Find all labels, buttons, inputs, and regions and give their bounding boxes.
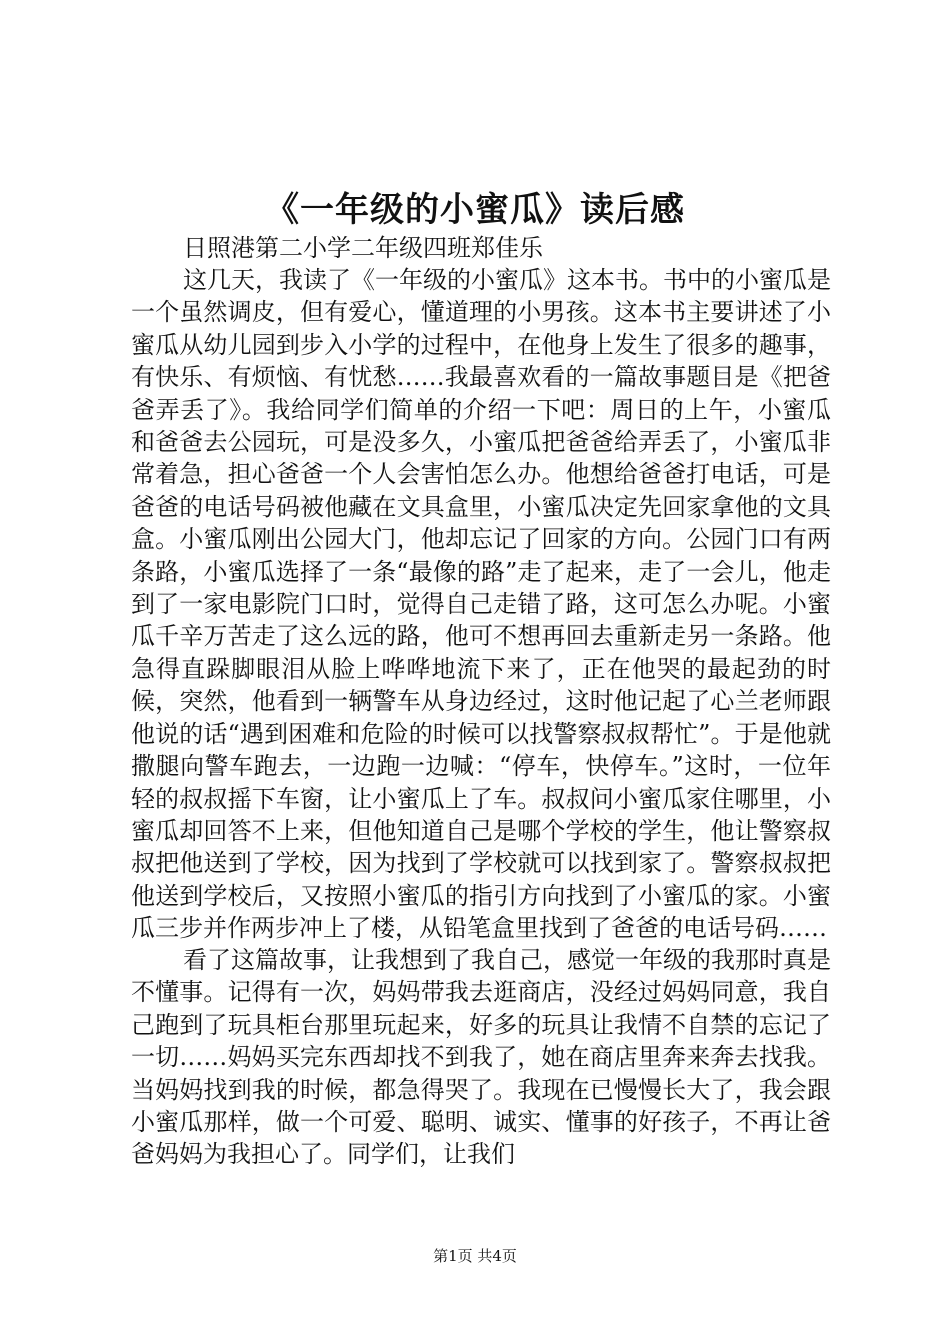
body-paragraph: 这几天，我读了《一年级的小蜜瓜》这本书。书中的小蜜瓜是一个虽然调皮，但有爱心，懂道理的小男孩。这本书主要讲述了小蜜瓜从幼儿园到步入小学的过程中，在他身上发生了很多的趣事，有快乐、有烦恼、有忧愁……我最喜欢看的一篇故事题目是《把爸爸弄丢了》。我给同学们简单的介绍一下吧：周日的上午，小蜜瓜和爸爸去公园玩，可是没多久，小蜜瓜把爸爸给弄丢了，小蜜瓜非常着急，担心爸爸一个人会害怕怎么办。他想给爸爸打电话，可是爸爸的电话号码被他藏在文具盒里，小蜜瓜决定先回家拿他的文具盒。小蜜瓜刚出公园大门，他却忘记了回家的方向。公园门口有两条路，小蜜瓜选择了一条“最像的路”走了起来，走了一会儿，他走到了一家电影院门口时，觉得自己走错了路，这可怎么办呢。小蜜瓜千辛万苦走了这么远的路，他可不想再回去重新走另一条路。他急得直跺脚眼泪从脸上哗哗地流下来了，正在他哭的最起劲的时候，突然，他看到一辆警车从身边经过，这时他记起了心兰老师跟他说的话“遇到困难和危险的时候可以找警察叔叔帮忙”。于是他就撒腿向警车跑去，一边跑一边喊：“停车，快停车。”这时，一位年轻的叔叔摇下车窗，让小蜜瓜上了车。叔叔问小蜜瓜家住哪里，小蜜瓜却回答不上来，但他知道自己是哪个学校的学生，他让警察叔叔把他送到了学校，因为找到了学校就可以找到家了。警察叔叔把他送到学校后，又按照小蜜瓜的指引方向找到了小蜜瓜的家。小蜜瓜三步并作两步冲上了楼，从铅笔盒里找到了爸爸的电话号码…… [131, 266, 831, 943]
page-title: 《一年级的小蜜瓜》读后感 [265, 190, 685, 230]
body-paragraph: 看了这篇故事，让我想到了我自己，感觉一年级的我那时真是不懂事。记得有一次，妈妈带我去逛商店，没经过妈妈同意，我自己跑到了玩具柜台那里玩起来，好多的玩具让我情不自禁的忘记了一切……妈妈买完东西却找不到我了，她在商店里奔来奔去找我。当妈妈找到我的时候，都急得哭了。我现在已慢慢长大了，我会跟小蜜瓜那样，做一个可爱、聪明、诚实、懂事的好孩子，不再让爸爸妈妈为我担心了。同学们，让我们 [131, 946, 831, 1169]
page-footer: 第1页 共4页 [433, 1247, 517, 1265]
author-line: 日照港第二小学二年级四班郑佳乐 [183, 234, 543, 262]
